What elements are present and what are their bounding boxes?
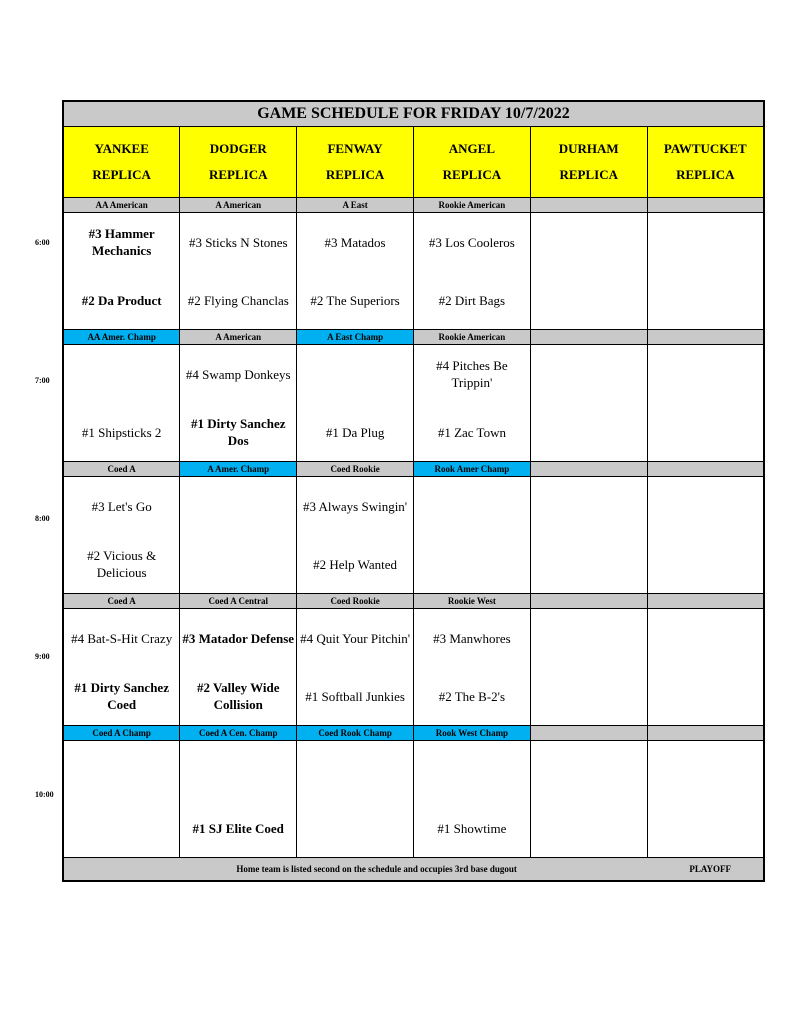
game-cell <box>180 345 297 462</box>
away-team <box>64 345 179 403</box>
home-team <box>64 799 179 857</box>
game-cell <box>413 213 530 330</box>
field-header <box>297 127 414 198</box>
game-cell <box>63 741 180 858</box>
away-team <box>297 345 413 403</box>
away-team: #3 Sticks N Stones <box>188 234 288 250</box>
division-label <box>530 330 647 345</box>
footer-cell <box>63 858 764 882</box>
home-team: #2 Vicious & Delicious <box>87 548 157 580</box>
slots-body <box>63 198 764 858</box>
game-cell <box>180 477 297 594</box>
away-team: #4 Swamp Donkeys <box>185 366 291 382</box>
field-name: PAWTUCKET <box>663 141 747 156</box>
division-label: A East <box>297 198 414 213</box>
time-label: 7:00 <box>35 376 50 385</box>
home-team <box>648 799 763 857</box>
division-champ-label: Coed Rook Champ <box>297 726 414 741</box>
field-name: FENWAY <box>327 141 383 156</box>
game-cell <box>413 477 530 594</box>
away-team <box>648 609 763 667</box>
home-team <box>648 271 763 329</box>
home-team: #1 SJ Elite Coed <box>192 820 284 836</box>
division-label: Rookie American <box>413 330 530 345</box>
field-subtitle: REPLICA <box>325 167 385 182</box>
game-cell <box>530 213 647 330</box>
footer-row <box>63 858 764 882</box>
away-team <box>531 345 647 403</box>
division-champ-label: A Amer. Champ <box>180 462 297 477</box>
division-label: Coed A <box>63 594 180 609</box>
away-team <box>180 741 296 799</box>
game-row <box>63 477 764 594</box>
home-team <box>648 535 763 593</box>
game-cell <box>647 609 764 726</box>
page-title: GAME SCHEDULE FOR FRIDAY 10/7/2022 <box>63 101 764 127</box>
away-team <box>180 477 296 535</box>
footer-note: Home team is listed second on the schedule and occupies 3rd base dugout <box>236 864 517 874</box>
home-team: #2 Valley Wide Collision <box>196 680 280 712</box>
away-team <box>531 213 647 271</box>
away-team <box>531 741 647 799</box>
home-team: #1 Softball Junkies <box>305 688 405 704</box>
division-label: AA American <box>63 198 180 213</box>
field-subtitle: REPLICA <box>92 167 151 182</box>
division-label <box>647 594 764 609</box>
game-cell <box>180 213 297 330</box>
away-team: #4 Quit Your Pitchin' <box>300 630 411 646</box>
away-team: #3 Manwhores <box>433 630 511 646</box>
time-label: 10:00 <box>35 790 54 799</box>
division-label <box>530 198 647 213</box>
home-team: #1 Showtime <box>437 820 507 836</box>
division-label <box>530 462 647 477</box>
division-row <box>63 726 764 741</box>
game-cell <box>530 609 647 726</box>
division-label <box>647 726 764 741</box>
away-team <box>531 477 647 535</box>
away-team: #4 Bat-S-Hit Crazy <box>71 630 173 646</box>
field-header <box>647 127 764 198</box>
home-team: #1 Zac Town <box>437 424 506 440</box>
game-cell <box>413 345 530 462</box>
home-team: #1 Shipsticks 2 <box>81 424 162 440</box>
division-label <box>647 198 764 213</box>
division-champ-label: AA Amer. Champ <box>63 330 180 345</box>
division-label: A American <box>180 330 297 345</box>
division-champ-label: A East Champ <box>297 330 414 345</box>
division-champ-label: Rook West Champ <box>413 726 530 741</box>
home-team <box>531 667 647 725</box>
game-cell <box>530 741 647 858</box>
home-team <box>648 667 763 725</box>
field-name: DURHAM <box>558 141 619 156</box>
field-name: ANGEL <box>448 141 496 156</box>
division-label <box>647 462 764 477</box>
time-label: 6:00 <box>35 238 50 247</box>
home-team: #2 Flying Chanclas <box>187 292 289 308</box>
field-subtitle: REPLICA <box>676 167 735 182</box>
away-team: #4 Pitches Be Trippin' <box>436 358 508 390</box>
game-cell <box>297 477 414 594</box>
field-subtitle: REPLICA <box>442 167 502 182</box>
home-team: #1 Dirty Sanchez Coed <box>74 680 169 712</box>
division-label: Rookie West <box>413 594 530 609</box>
division-row <box>63 198 764 213</box>
division-label <box>530 594 647 609</box>
game-cell <box>297 741 414 858</box>
home-team <box>531 799 647 857</box>
division-label: Rookie American <box>413 198 530 213</box>
time-label: 9:00 <box>35 652 50 661</box>
division-champ-label: Coed A Champ <box>63 726 180 741</box>
home-team: #1 Da Plug <box>325 424 385 440</box>
division-label: Coed A Central <box>180 594 297 609</box>
division-champ-label: Rook Amer Champ <box>413 462 530 477</box>
away-team <box>64 741 179 799</box>
away-team <box>648 477 763 535</box>
time-label: 8:00 <box>35 514 50 523</box>
field-name: DODGER <box>209 141 267 156</box>
game-cell <box>413 609 530 726</box>
away-team <box>297 741 413 799</box>
division-row <box>63 330 764 345</box>
field-name: YANKEE <box>94 141 149 156</box>
game-cell <box>297 345 414 462</box>
field-header <box>530 127 647 198</box>
home-team: #2 Dirt Bags <box>438 292 506 308</box>
home-team: #1 Dirty Sanchez Dos <box>190 416 286 448</box>
home-team: #2 Da Product <box>81 292 162 308</box>
away-team: #3 Hammer Mechanics <box>88 226 155 258</box>
game-cell <box>647 477 764 594</box>
division-label: Coed Rookie <box>297 594 414 609</box>
home-team: #2 The B-2's <box>438 688 506 704</box>
game-cell <box>63 609 180 726</box>
away-team <box>648 213 763 271</box>
game-row <box>63 345 764 462</box>
home-team <box>531 403 647 461</box>
home-team <box>531 271 647 329</box>
away-team: #3 Matador Defense <box>182 630 295 646</box>
away-team: #3 Always Swingin' <box>302 498 408 514</box>
game-row <box>63 609 764 726</box>
game-row <box>63 741 764 858</box>
home-team <box>297 799 413 857</box>
away-team <box>414 741 530 799</box>
game-cell <box>180 609 297 726</box>
game-cell <box>63 345 180 462</box>
home-team <box>414 535 530 593</box>
game-cell <box>63 213 180 330</box>
game-row <box>63 213 764 330</box>
game-cell <box>63 477 180 594</box>
division-label: Coed A <box>63 462 180 477</box>
home-team: #2 The Superiors <box>310 292 400 308</box>
game-cell <box>413 741 530 858</box>
division-row <box>63 594 764 609</box>
game-cell <box>530 477 647 594</box>
game-cell <box>180 741 297 858</box>
division-label: Coed Rookie <box>297 462 414 477</box>
game-cell <box>297 213 414 330</box>
field-header-row <box>63 127 764 198</box>
away-team <box>414 477 530 535</box>
away-team <box>531 609 647 667</box>
game-cell <box>530 345 647 462</box>
away-team: #3 Los Cooleros <box>428 234 515 250</box>
field-header <box>413 127 530 198</box>
home-team <box>180 535 296 593</box>
away-team <box>648 345 763 403</box>
field-header <box>180 127 297 198</box>
game-cell <box>647 213 764 330</box>
field-subtitle: REPLICA <box>559 167 618 182</box>
home-team <box>648 403 763 461</box>
away-team: #3 Matados <box>324 234 386 250</box>
field-header <box>63 127 180 198</box>
division-label <box>530 726 647 741</box>
home-team: #2 Help Wanted <box>313 556 398 572</box>
field-subtitle: REPLICA <box>208 167 268 182</box>
schedule-table <box>62 100 765 882</box>
title-row <box>63 101 764 127</box>
division-champ-label: Coed A Cen. Champ <box>180 726 297 741</box>
division-label <box>647 330 764 345</box>
game-cell <box>647 345 764 462</box>
division-label: A American <box>180 198 297 213</box>
home-team <box>531 535 647 593</box>
division-row <box>63 462 764 477</box>
away-team <box>648 741 763 799</box>
playoff-label: PLAYOFF <box>689 864 731 874</box>
game-cell <box>297 609 414 726</box>
time-column <box>0 0 62 1024</box>
game-cell <box>647 741 764 858</box>
away-team: #3 Let's Go <box>91 498 152 514</box>
